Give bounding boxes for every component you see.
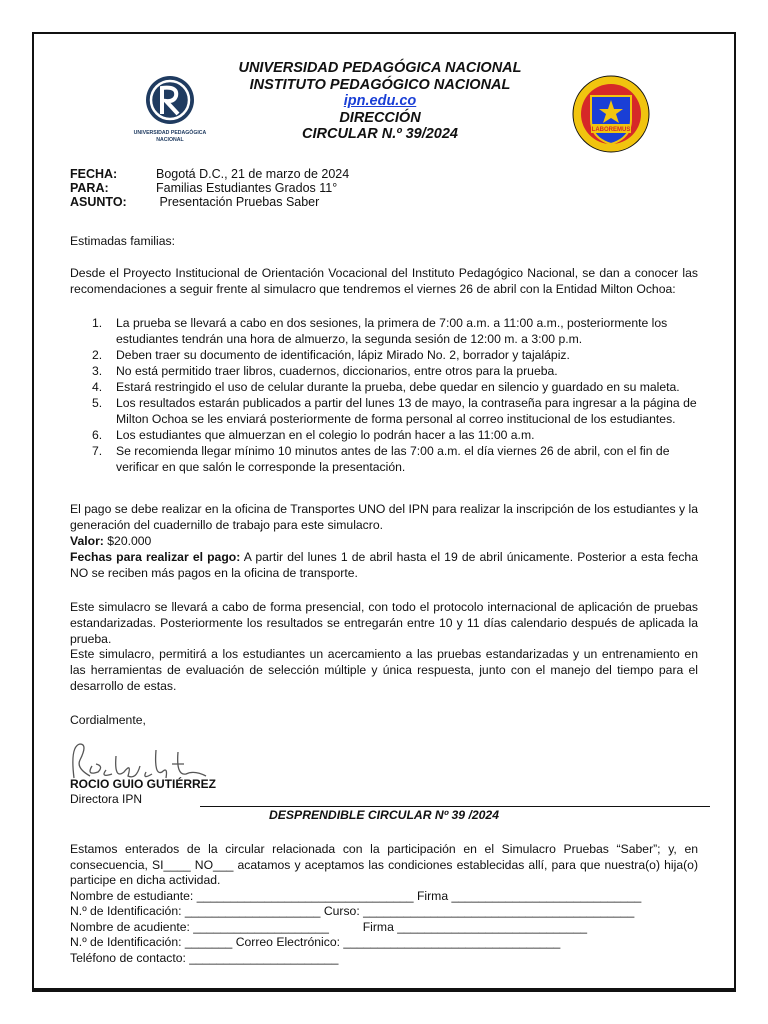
meta-key: PARA: [70,181,109,195]
list-item: 6. Los estudiantes que almuerzan en el colegio lo podrán hacer a las 11:00 a.m. [92,428,535,442]
meta-row-asunto [70,195,349,209]
tear-off-title: DESPRENDIBLE CIRCULAR Nº 39 /2024 [269,808,499,822]
meta-value: Familias Estudiantes Grados 11° [156,181,338,195]
crest-motto: LABOREMUS [591,127,631,133]
student-id-line[interactable]: N.º de Identificación: ____________________ Curso: ________________________________________ [70,904,635,918]
logo-left-text2: NACIONAL [156,137,184,143]
list-item: 1. La prueba se llevará a cabo en dos sesiones, la primera de 7:00 a.m. a 11:00 a.m., posteriormente los estudiantes tendrán una hora de almuerzo, la segunda sesión de 12:00 m. a 3:00 p.m. [92,316,668,346]
contact-phone-line[interactable]: Teléfono de contacto: ______________________ [70,950,339,965]
header [200,60,560,143]
meta-value: Presentación Pruebas Saber [156,195,320,209]
greeting: Estimadas familias: [70,234,175,248]
header-line4: DIRECCIÓN [339,109,421,126]
list-item: 2. Deben traer su documento de identificación, lápiz Mirado No. 2, borrador y tajalápiz. [92,348,570,362]
recommendations-list [92,315,698,475]
meta-row-para [70,181,349,195]
payment-block [70,501,698,581]
list-item: 7. Se recomienda llegar mínimo 10 minutos antes de las 7:00 a.m. el día viernes 26 de abril, con el fin de verificar en que salón le corresponde la presentación. [92,444,670,474]
payment-text: El pago se debe realizar en la oficina de Transportes UNO del IPN para realizar la inscripción de los estudiantes y la generación del cuadernillo de trabajo para este simulacro. [70,502,698,532]
payment-fechas: Fechas para realizar el pago: A partir del lunes 1 de abril hasta el 19 de abril únicamente. Posterior a esta fecha NO se reciben más pagos en la oficina de transporte. [70,550,698,580]
signer-name: ROCIO GUIO GUTIÉRREZ [70,777,217,791]
guardian-name-line[interactable]: Nombre de acudiente: ____________________ Firma ____________________________ [70,919,588,934]
meta-key: FECHA: [70,167,118,181]
list-item: 4. Estará restringido el uso de celular durante la prueba, debe quedar en silencio y guardado en su maleta. [92,380,680,394]
meta-block [70,167,349,209]
header-line5: CIRCULAR N.º 39/2024 [302,126,458,142]
meta-key: ASUNTO: [70,195,127,209]
tear-off-line [200,806,710,807]
presencial-paragraph: Este simulacro se llevará a cabo de forma presencial, con todo el protocolo internacional de aplicación de pruebas estandarizadas. Posteriormente los resultados se entregarán entre 10 y 11 días calendario después de aplicada la prueba. [70,600,698,646]
ipn-crest [570,74,652,154]
header-line1: UNIVERSIDAD PEDAGÓGICA NACIONAL [238,60,522,76]
student-name-line[interactable]: Nombre de estudiante: ________________________________ Firma ____________________________ [70,888,642,903]
list-item: 5. Los resultados estarán publicados a partir del lunes 13 de mayo, la contraseña para ingresar a la página de Milton Ochoa se les enviará posteriormente de forma personal al correo institucional de los estudiantes. [92,396,697,426]
logo-left-text1: UNIVERSIDAD PEDAGÓGICA [133,130,207,136]
signer-role: Directora IPN [70,792,143,806]
guardian-id-email-line[interactable]: N.º de Identificación: _______ Correo Electrónico: ________________________________ [70,935,561,949]
payment-valor: Valor: $20.000 [70,534,152,548]
tear-off-text: Estamos enterados de la circular relacionada con la participación en el Simulacro Pruebas “Saber”; y, en consecuencia, SI____ NO___ acatamos y aceptamos las condiciones establecidas allí, para que nuestra(o) hija(o) participe en dicha actividad. [70,842,698,887]
benefits-paragraph: Este simulacro, permitirá a los estudiantes un acercamiento a las pruebas estandarizadas y un entrenamiento en las herramientas de evaluación de selección múltiple y única respuesta, junto con el manejo del tiempo para el desarrollo de estas. [70,647,698,693]
meta-row-fecha [70,167,349,181]
upn-logo [130,74,210,154]
header-link[interactable]: ipn.edu.co [343,93,417,109]
signer-block [70,777,698,807]
closing: Cordialmente, [70,713,146,727]
page-border-bottom [32,988,736,992]
header-line2: INSTITUTO PEDAGÓGICO NACIONAL [249,76,511,93]
list-item: 3. No está permitido traer libros, cuadernos, diccionarios, entre otros para la prueba. [92,364,558,378]
tear-off-form [70,842,698,966]
intro-paragraph: Desde el Proyecto Institucional de Orientación Vocacional del Instituto Pedagógico Nacional, se dan a conocer las recomendaciones a seguir frente al simulacro que tendremos el viernes 26 de abril con la Entidad Milton Ochoa: [70,266,698,296]
meta-value: Bogotá D.C., 21 de marzo de 2024 [156,167,350,181]
